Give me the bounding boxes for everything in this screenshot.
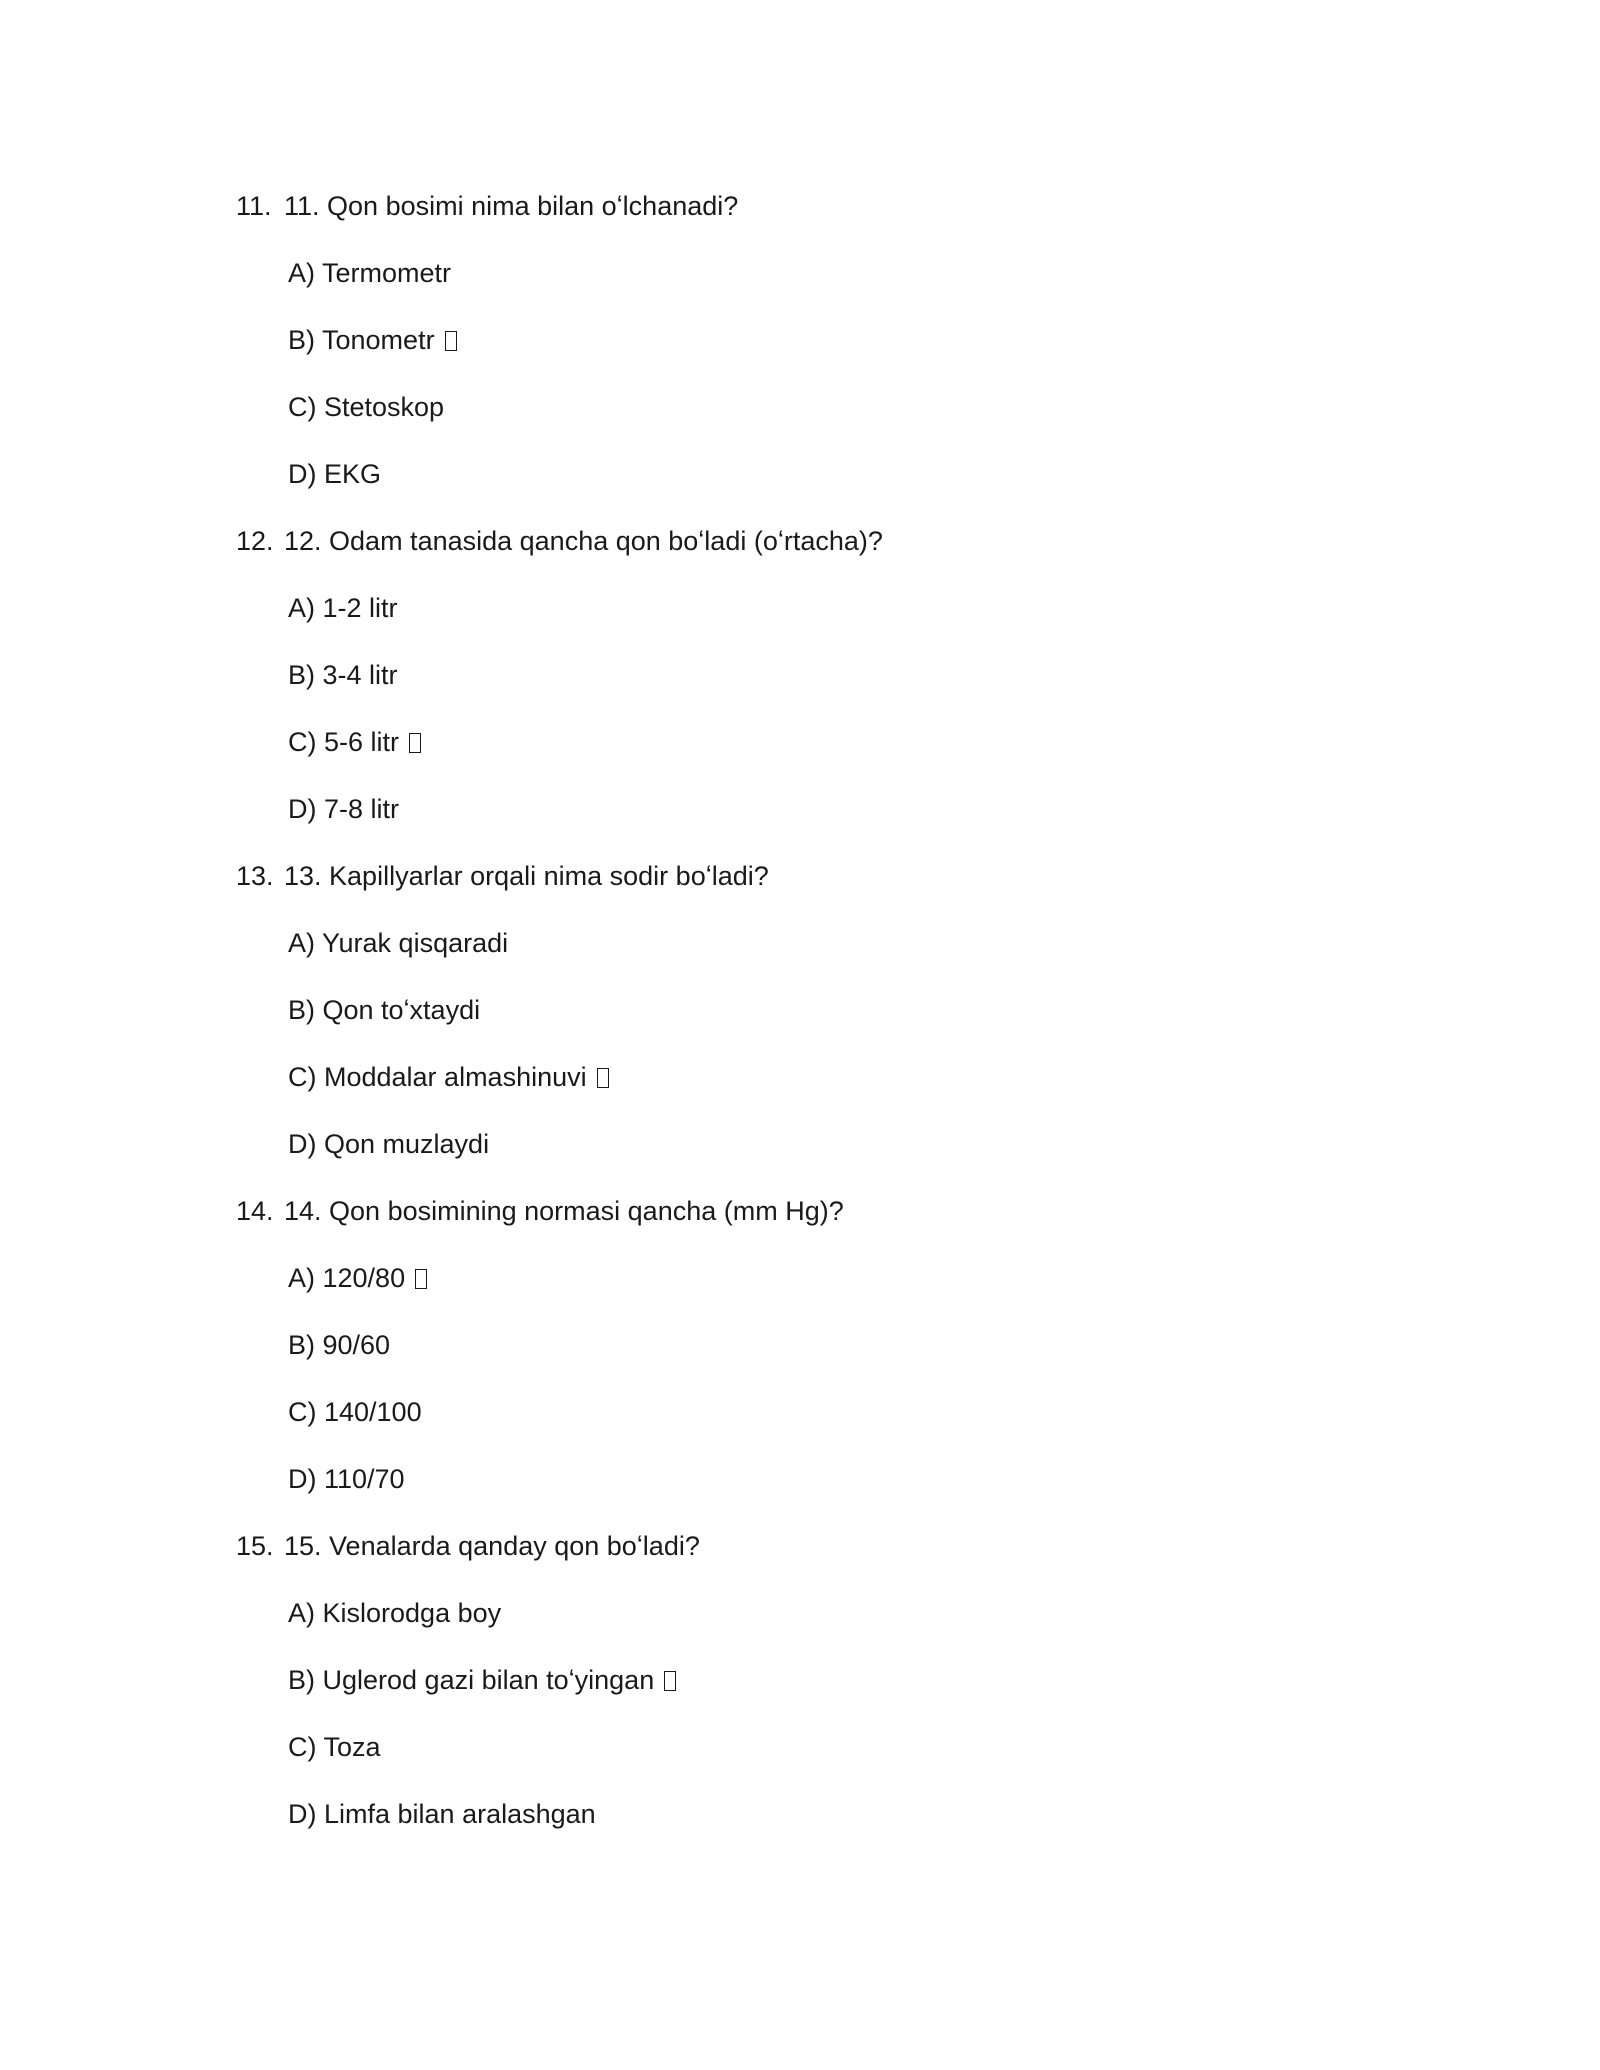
answer-option — [236, 1057, 1436, 1124]
question-number: 13. — [236, 861, 274, 891]
option-label: C) Moddalar almashinuvi — [288, 1062, 587, 1092]
correct-mark-icon — [409, 733, 421, 753]
question-number: 11. — [236, 191, 272, 221]
question-text: 13. Kapillyarlar orqali nima sodir boʻladi? — [284, 861, 769, 891]
option-label: C) 5-6 litr — [288, 727, 400, 757]
question-15 — [236, 1526, 1436, 1861]
answer-option — [236, 1794, 1436, 1861]
answer-option — [236, 1258, 1436, 1325]
answer-option — [236, 722, 1436, 789]
option-label: C) 140/100 — [288, 1397, 422, 1427]
question-line — [236, 521, 1436, 588]
question-14 — [236, 1191, 1436, 1526]
option-label: B) 3-4 litr — [288, 660, 398, 690]
option-label: C) Toza — [288, 1732, 381, 1762]
question-12 — [236, 521, 1436, 856]
option-label: B) Qon toʻxtaydi — [288, 995, 481, 1025]
option-label: C) Stetoskop — [288, 392, 445, 422]
option-label: D) Qon muzlaydi — [288, 1129, 490, 1159]
answer-option — [236, 1124, 1436, 1191]
question-line — [236, 1191, 1436, 1258]
option-label: A) 120/80 — [288, 1263, 406, 1293]
question-number: 15. — [236, 1531, 274, 1561]
answer-option — [236, 990, 1436, 1057]
question-line — [236, 856, 1436, 923]
question-line — [236, 186, 1436, 253]
question-number: 12. — [236, 526, 274, 556]
question-line — [236, 1526, 1436, 1593]
answer-option — [236, 1325, 1436, 1392]
answer-option — [236, 1459, 1436, 1526]
correct-mark-icon — [597, 1068, 609, 1088]
answer-option — [236, 1593, 1436, 1660]
answer-option — [236, 454, 1436, 521]
question-list — [236, 186, 1436, 1861]
answer-option — [236, 1727, 1436, 1794]
option-label: B) 90/60 — [288, 1330, 391, 1360]
answer-option — [236, 320, 1436, 387]
answer-option — [236, 923, 1436, 990]
correct-mark-icon — [415, 1269, 427, 1289]
option-label: A) Kislorodga boy — [288, 1598, 502, 1628]
question-number: 14. — [236, 1196, 274, 1226]
correct-mark-icon — [445, 331, 457, 351]
question-text: 11. Qon bosimi nima bilan oʻlchanadi? — [284, 191, 739, 221]
option-label: D) Limfa bilan aralashgan — [288, 1799, 596, 1829]
answer-option — [236, 655, 1436, 722]
question-text: 14. Qon bosimining normasi qancha (mm Hg)? — [284, 1196, 844, 1226]
option-label: D) 7-8 litr — [288, 794, 400, 824]
option-label: B) Uglerod gazi bilan toʻyingan — [288, 1665, 655, 1695]
answer-option — [236, 253, 1436, 320]
answer-option — [236, 588, 1436, 655]
option-label: D) EKG — [288, 459, 382, 489]
question-text: 12. Odam tanasida qancha qon boʻladi (oʻrtacha)? — [284, 526, 883, 556]
option-label: D) 110/70 — [288, 1464, 405, 1494]
question-text: 15. Venalarda qanday qon boʻladi? — [284, 1531, 700, 1561]
question-11 — [236, 186, 1436, 521]
option-label: A) Yurak qisqaradi — [288, 928, 509, 958]
question-13 — [236, 856, 1436, 1191]
option-label: B) Tonometr — [288, 325, 435, 355]
answer-option — [236, 387, 1436, 454]
answer-option — [236, 1392, 1436, 1459]
correct-mark-icon — [664, 1671, 676, 1691]
answer-option — [236, 789, 1436, 856]
option-label: A) 1-2 litr — [288, 593, 398, 623]
answer-option — [236, 1660, 1436, 1727]
option-label: A) Termometr — [288, 258, 452, 288]
